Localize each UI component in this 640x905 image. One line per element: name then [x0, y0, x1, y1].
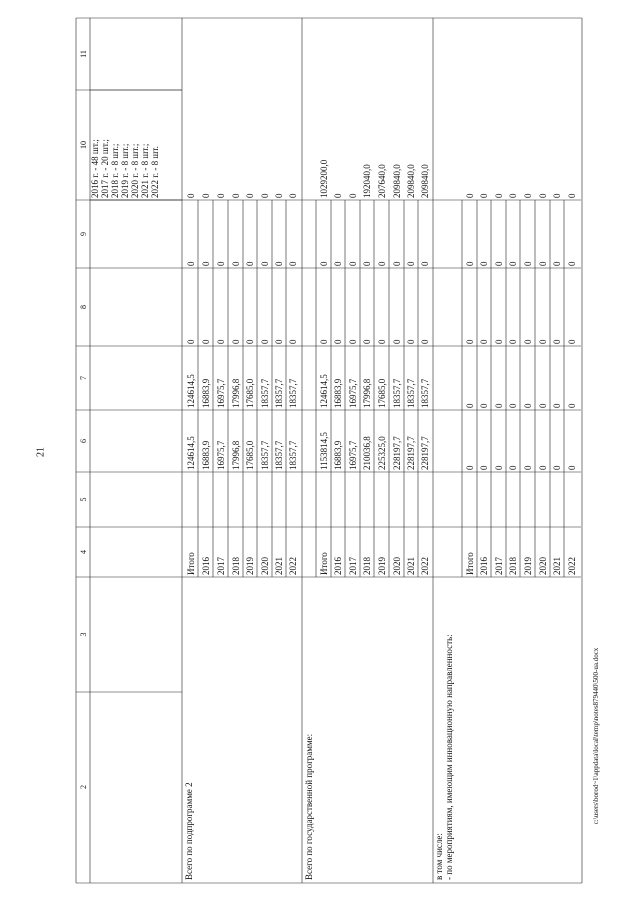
cell-value: 0: [200, 339, 211, 344]
year-label: 2017: [215, 557, 226, 575]
year-label: 2022: [420, 557, 431, 575]
cell-value: 0: [376, 261, 387, 266]
cell-value: 0: [274, 193, 285, 198]
cell-value: 0: [274, 339, 285, 344]
cell-value: 207640,0: [376, 164, 387, 198]
cell-value: 0: [406, 261, 417, 266]
cell-value: 0: [245, 193, 256, 198]
section-label: - по мероприятиям, имеющим инновационную направленность:: [444, 634, 454, 880]
cell-value: 228197,7: [391, 436, 402, 470]
column-number: 2: [79, 785, 88, 789]
year-label: 2020: [259, 557, 270, 575]
year-label: 2017: [493, 557, 504, 575]
cell-value: 0: [537, 465, 548, 470]
cell-value: 0: [479, 465, 490, 470]
cell-value: 16975,7: [347, 440, 358, 470]
cell-value: 0: [420, 261, 431, 266]
cell-value: 0: [522, 339, 533, 344]
cell-value: 0: [566, 465, 577, 470]
cell-value: 124614,5: [185, 436, 196, 470]
cell-value: 18357,7: [259, 378, 270, 408]
cell-value: 17685,0: [245, 440, 256, 470]
year-label: 2022: [566, 557, 577, 575]
cell-value: 18357,7: [274, 378, 285, 408]
cell-value: 228197,7: [420, 436, 431, 470]
cell-value: 0: [362, 261, 373, 266]
cell-value: 209840,0: [420, 164, 431, 198]
year-label: 2018: [362, 557, 373, 575]
cell-value: 192040,0: [362, 164, 373, 198]
cell-value: 17996,8: [230, 440, 241, 470]
indicator-text: 2020 г. - 8 шт.;: [130, 143, 140, 198]
cell-value: 0: [464, 403, 475, 408]
cell-value: 0: [259, 193, 270, 198]
total-label: Итого: [464, 552, 475, 575]
indicator-text: 2017 г. - 20 шт.;: [100, 139, 110, 198]
cell-value: 0: [318, 339, 329, 344]
cell-value: 18357,7: [288, 378, 299, 408]
column-number: 3: [79, 632, 88, 637]
cell-value: 0: [185, 339, 196, 344]
year-label: 2019: [245, 557, 256, 575]
cell-value: 0: [508, 403, 519, 408]
cell-value: 0: [508, 261, 519, 266]
cell-value: 0: [230, 193, 241, 198]
cell-value: 0: [537, 403, 548, 408]
page-number: 21: [35, 447, 47, 457]
cell-value: 16883,9: [200, 440, 211, 470]
cell-value: 0: [552, 261, 563, 266]
indicator-text: 2019 г. - 8 шт.;: [120, 143, 130, 198]
cell-value: 0: [288, 193, 299, 198]
cell-value: 228197,7: [406, 436, 417, 470]
cell-value: 18357,7: [420, 378, 431, 408]
cell-value: 0: [566, 403, 577, 408]
cell-value: 0: [479, 261, 490, 266]
cell-value: 0: [464, 261, 475, 266]
cell-value: 225325,0: [376, 436, 387, 470]
cell-value: 0: [376, 339, 387, 344]
cell-value: 0: [200, 193, 211, 198]
cell-value: 0: [259, 339, 270, 344]
cell-value: 0: [537, 193, 548, 198]
cell-value: 0: [333, 339, 344, 344]
year-label: 2019: [522, 557, 533, 575]
year-label: 2016: [333, 557, 344, 575]
cell-value: 0: [362, 339, 373, 344]
total-label: Итого: [318, 552, 329, 575]
indicator-text: 2018 г. - 8 шт.;: [110, 143, 120, 198]
cell-value: 0: [552, 465, 563, 470]
cell-value: 0: [479, 193, 490, 198]
year-label: 2020: [537, 557, 548, 575]
column-number: 6: [79, 439, 88, 443]
cell-value: 0: [552, 193, 563, 198]
cell-value: 0: [493, 339, 504, 344]
cell-value: 1153814,5: [318, 432, 329, 470]
budget-table: [76, 18, 582, 883]
cell-value: 0: [508, 465, 519, 470]
cell-value: 18357,7: [391, 378, 402, 408]
cell-value: 0: [406, 339, 417, 344]
cell-value: 0: [215, 339, 226, 344]
cell-value: 0: [522, 193, 533, 198]
year-label: 2018: [230, 557, 241, 575]
year-label: 2016: [479, 557, 490, 575]
cell-value: 0: [347, 261, 358, 266]
column-number: 5: [79, 497, 88, 502]
column-number: 4: [79, 550, 88, 554]
cell-value: 0: [274, 261, 285, 266]
cell-value: 0: [537, 339, 548, 344]
cell-value: 0: [479, 403, 490, 408]
cell-value: 0: [230, 261, 241, 266]
cell-value: 0: [347, 193, 358, 198]
section-label: в том числе:: [434, 833, 444, 880]
cell-value: 17685,0: [245, 378, 256, 408]
section-label: Всего по подпрограмме 2: [184, 782, 194, 880]
cell-value: 0: [493, 261, 504, 266]
cell-value: 0: [522, 465, 533, 470]
cell-value: 16883,9: [333, 440, 344, 470]
column-number: 8: [79, 305, 88, 309]
cell-value: 0: [464, 465, 475, 470]
cell-value: 0: [522, 261, 533, 266]
cell-value: 0: [493, 193, 504, 198]
year-label: 2021: [552, 557, 563, 575]
cell-value: 0: [347, 339, 358, 344]
year-label: 2017: [347, 557, 358, 575]
column-number: 7: [79, 376, 88, 380]
cell-value: 16883,9: [333, 378, 344, 408]
cell-value: 0: [391, 261, 402, 266]
year-label: 2021: [406, 557, 417, 575]
year-label: 2018: [508, 557, 519, 575]
cell-value: 0: [552, 403, 563, 408]
cell-value: 124614,5: [318, 374, 329, 408]
cell-value: 0: [464, 339, 475, 344]
cell-value: 0: [200, 261, 211, 266]
cell-value: 0: [508, 193, 519, 198]
cell-value: 16975,7: [347, 378, 358, 408]
cell-value: 0: [245, 339, 256, 344]
cell-value: 0: [215, 193, 226, 198]
cell-value: 18357,7: [274, 440, 285, 470]
cell-value: 0: [537, 261, 548, 266]
year-label: 2021: [274, 557, 285, 575]
year-label: 2022: [288, 557, 299, 575]
file-path: c:\users\borod~1\appdata\local\temp\notes879440\500-ua.docx: [592, 647, 600, 825]
total-label: Итого: [185, 552, 196, 575]
cell-value: 0: [566, 193, 577, 198]
cell-value: 0: [464, 193, 475, 198]
cell-value: 16883,9: [200, 378, 211, 408]
cell-value: 0: [333, 261, 344, 266]
cell-value: 0: [420, 339, 431, 344]
cell-value: 18357,7: [288, 440, 299, 470]
cell-value: 0: [259, 261, 270, 266]
cell-value: 0: [566, 339, 577, 344]
cell-value: 0: [230, 339, 241, 344]
cell-value: 209840,0: [406, 164, 417, 198]
column-number: 9: [79, 232, 88, 236]
year-label: 2016: [200, 557, 211, 575]
section-label: Всего по государственной программе:: [304, 733, 314, 880]
cell-value: 124614,5: [185, 374, 196, 408]
cell-value: 0: [391, 339, 402, 344]
cell-value: 0: [522, 403, 533, 408]
cell-value: 16975,7: [215, 378, 226, 408]
cell-value: 210036,8: [362, 436, 373, 470]
cell-value: 0: [479, 339, 490, 344]
cell-value: 18357,7: [259, 440, 270, 470]
cell-value: 0: [508, 339, 519, 344]
cell-value: 1029200,0: [318, 159, 329, 198]
cell-value: 17996,8: [362, 378, 373, 408]
cell-value: 0: [566, 261, 577, 266]
column-number: 11: [79, 50, 88, 58]
cell-value: 0: [493, 465, 504, 470]
indicator-text: 2022 г. - 8 шт.: [150, 146, 160, 198]
cell-value: 17685,0: [376, 378, 387, 408]
cell-value: 0: [333, 193, 344, 198]
table-grid: [76, 18, 582, 883]
year-label: 2019: [376, 557, 387, 575]
year-label: 2020: [391, 557, 402, 575]
cell-value: 0: [185, 193, 196, 198]
cell-value: 0: [215, 261, 226, 266]
cell-value: 17996,8: [230, 378, 241, 408]
cell-value: 0: [185, 261, 196, 266]
indicator-text: 2016 г. - 48 шт.;: [90, 139, 100, 198]
cell-value: 0: [493, 403, 504, 408]
cell-value: 0: [288, 339, 299, 344]
indicator-text: 2021 г. - 8 шт.;: [140, 143, 150, 198]
cell-value: 0: [552, 339, 563, 344]
cell-value: 0: [245, 261, 256, 266]
column-number: 10: [79, 141, 88, 149]
cell-value: 0: [318, 261, 329, 266]
cell-value: 16975,7: [215, 440, 226, 470]
cell-value: 18357,7: [406, 378, 417, 408]
cell-value: 209840,0: [391, 164, 402, 198]
cell-value: 0: [288, 261, 299, 266]
